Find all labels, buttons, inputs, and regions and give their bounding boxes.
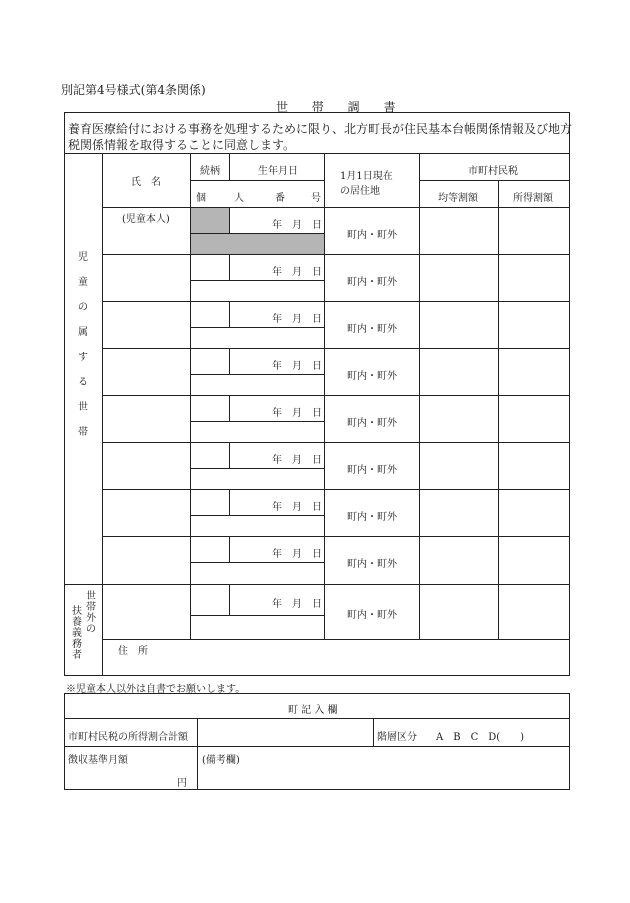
birthdate-field[interactable]: 年 月 日 [272, 549, 322, 560]
residence-options[interactable]: 町内・町外 [347, 559, 397, 570]
household-label-char: の [78, 302, 88, 313]
outside-label-char: 外 [86, 613, 96, 624]
birthdate-field[interactable]: 年 月 日 [272, 455, 322, 466]
tier-options: A B C D( ) [436, 732, 525, 743]
header-relationship: 続柄 [200, 166, 220, 177]
page-title: 世 帯 調 書 [276, 100, 406, 114]
household-label [76, 245, 90, 445]
remarks-label: (備考欄) [202, 755, 240, 766]
header-my-number-3: 番 [275, 193, 285, 204]
outside-label-char: 扶 [72, 606, 82, 617]
residence-options[interactable]: 町内・町外 [347, 465, 397, 476]
header-name: 氏 名 [131, 177, 161, 188]
outside-label-col1 [85, 591, 97, 635]
header-address-line1: 1月1日現在 [340, 171, 393, 182]
header-municipal-tax: 市町村民税 [468, 166, 518, 177]
residence-options[interactable]: 町内・町外 [347, 277, 397, 288]
shaded-relationship-cell [191, 208, 229, 233]
household-label-char: る [78, 377, 88, 388]
birthdate-field[interactable]: 年 月 日 [272, 502, 322, 513]
birthdate-field[interactable]: 年 月 日 [272, 220, 322, 231]
birthdate-field[interactable]: 年 月 日 [272, 361, 322, 372]
header-my-number-4: 号 [311, 193, 321, 204]
child-self-label: (児童本人) [122, 214, 170, 225]
household-label-char: 属 [78, 327, 88, 338]
yen-unit: 円 [177, 778, 187, 789]
household-label-char: 児 [78, 252, 88, 263]
household-label-char: 世 [78, 402, 88, 413]
address-label: 住 所 [118, 646, 148, 657]
header-income-share: 所得割額 [513, 193, 553, 204]
form-label: 別記第4号様式(第4条関係) [61, 83, 206, 97]
household-label-char: 帯 [78, 427, 88, 438]
shaded-my-number-cell [191, 234, 324, 254]
outside-label-char: 務 [72, 639, 82, 650]
residence-options[interactable]: 町内・町外 [347, 324, 397, 335]
birthdate-field[interactable]: 年 月 日 [272, 314, 322, 325]
tier-label: 階層区分 [377, 732, 417, 743]
residence-options[interactable]: 町内・町外 [347, 512, 397, 523]
outside-label-char: 世 [86, 591, 96, 602]
header-my-number-1: 個 [196, 193, 206, 204]
residence-options[interactable]: 町内・町外 [347, 610, 397, 621]
header-equal-share: 均等割額 [438, 193, 478, 204]
outside-label-char: 義 [72, 628, 82, 639]
header-my-number-2: 人 [234, 193, 244, 204]
footnote: ※児童本人以外は自書でお願いします。 [66, 684, 246, 695]
outside-label-char: の [86, 624, 96, 635]
residence-options[interactable]: 町内・町外 [347, 230, 397, 241]
consent-line-2: 税関係情報を取得することに同意します。 [68, 138, 296, 152]
household-label-char: す [78, 352, 88, 363]
outside-label-char: 帯 [86, 602, 96, 613]
office-section-title: 町 記 入 欄 [288, 705, 338, 716]
household-label-char: 童 [78, 277, 88, 288]
outside-label-col2 [71, 606, 83, 661]
outside-label-char: 者 [72, 650, 82, 661]
header-birthdate: 生年月日 [258, 166, 298, 177]
residence-options[interactable]: 町内・町外 [347, 418, 397, 429]
residence-options[interactable]: 町内・町外 [347, 371, 397, 382]
consent-line-1: 養育医療給付における事務を処理するために限り、北方町長が住民基本台帳関係情報及び地方 [68, 122, 573, 136]
birthdate-field[interactable]: 年 月 日 [272, 599, 322, 610]
birthdate-field[interactable]: 年 月 日 [272, 408, 322, 419]
birthdate-field[interactable]: 年 月 日 [272, 267, 322, 278]
standard-monthly-label: 徴収基準月額 [68, 755, 128, 766]
outside-label-char: 養 [72, 617, 82, 628]
income-total-label: 市町村民税の所得割合計額 [68, 732, 188, 743]
header-address-line2: の居住地 [340, 186, 380, 197]
